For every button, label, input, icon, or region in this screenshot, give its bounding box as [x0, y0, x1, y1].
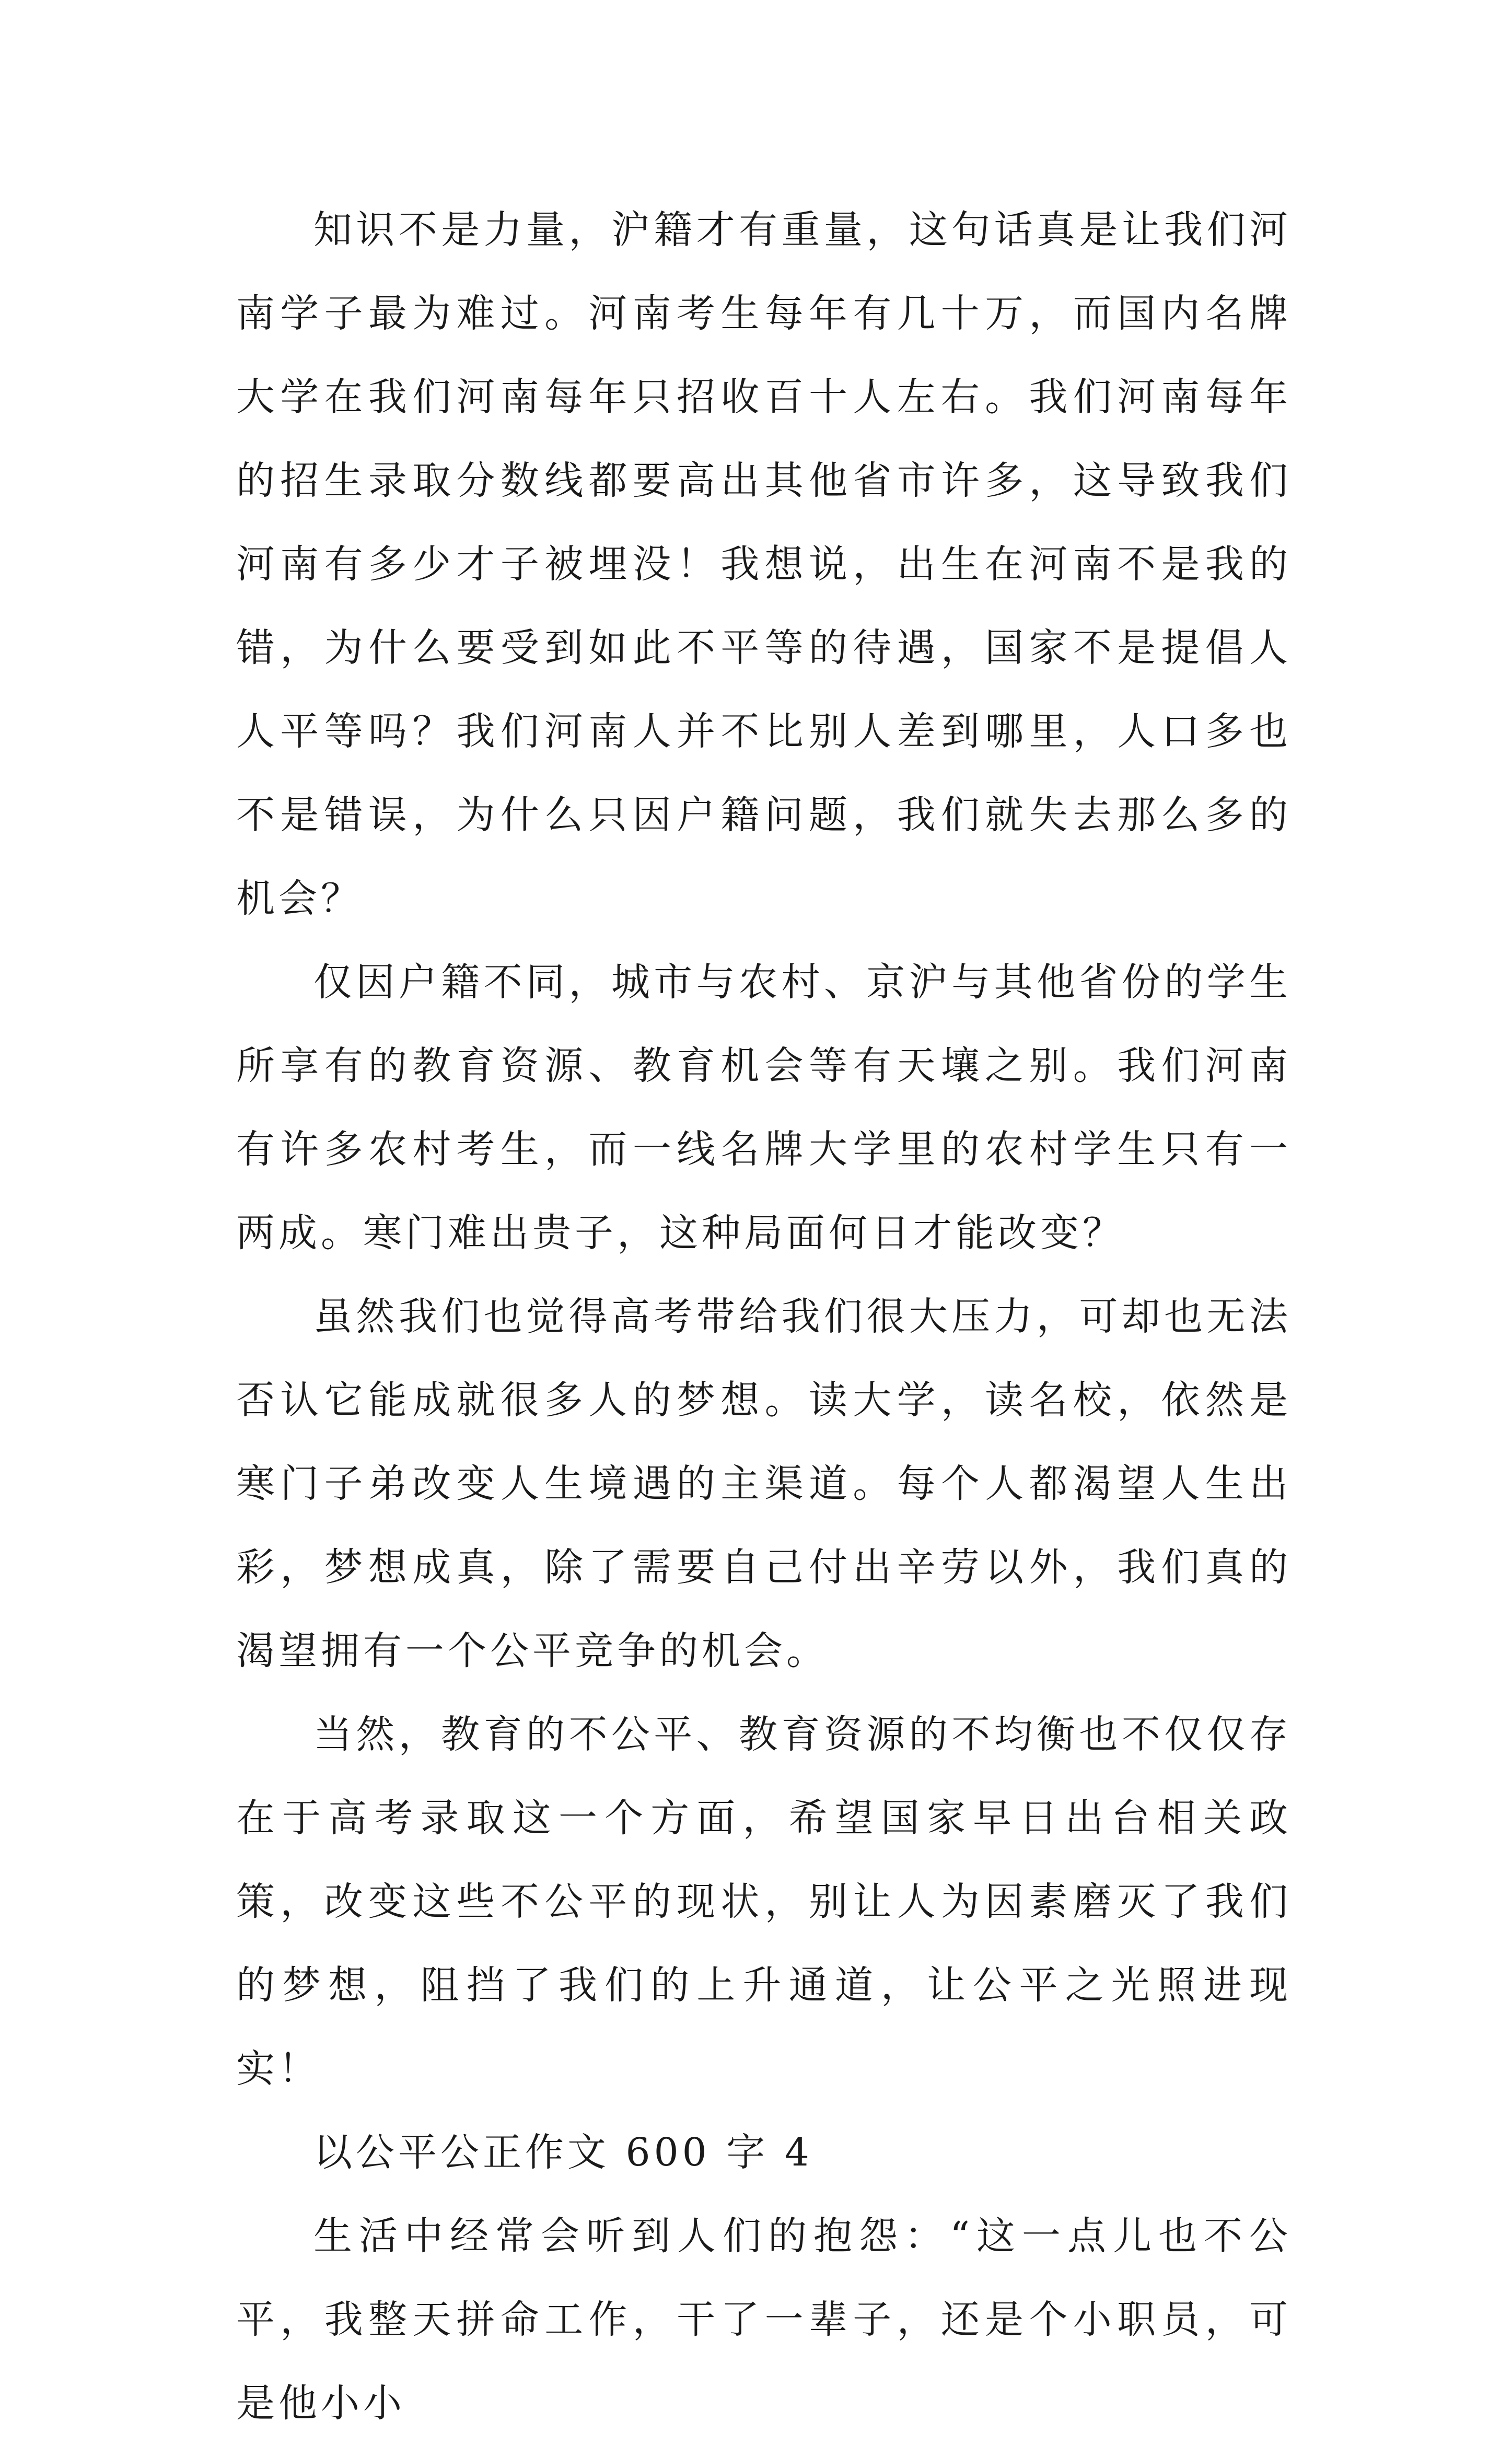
paragraph-2: 仅因户籍不同，城市与农村、京沪与其他省份的学生所享有的教育资源、教育机会等有天壤之别。我们河南有许多农村考生，而一线名牌大学里的农村学生只有一两成。寒门难出贵子，这种局面何日才能改变？: [236, 960, 1292, 1255]
section-heading: 以公平公正作文 600 字 4: [313, 2130, 813, 2175]
document-body: [236, 188, 1292, 2445]
paragraph-5: 生活中经常会听到人们的抱怨：“这一点儿也不公平，我整天拼命工作，干了一辈子，还是个小职员，可是他小小: [236, 2214, 1292, 2426]
paragraph-4: 当然，教育的不公平、教育资源的不均衡也不仅仅存在于高考录取这一个方面，希望国家早日出台相关政策，改变这些不公平的现状，别让人为因素磨灭了我们的梦想，阻挡了我们的上升通道，让公平之光照进现实！: [236, 1712, 1292, 2091]
paragraph-1: 知识不是力量，沪籍才有重量，这句话真是让我们河南学子最为难过。河南考生每年有几十万，而国内名牌大学在我们河南每年只招收百十人左右。我们河南每年的招生录取分数线都要高出其他省市许多，这导致我们河南有多少才子被埋没！我想说，出生在河南不是我的错，为什么要受到如此不平等的待遇，国家不是提倡人人平等吗？我们河南人并不比别人差到哪里，人口多也不是错误，为什么只因户籍问题，我们就失去那么多的机会？: [236, 207, 1292, 921]
paragraph-3: 虽然我们也觉得高考带给我们很大压力，可却也无法否认它能成就很多人的梦想。读大学，读名校，依然是寒门子弟改变人生境遇的主渠道。每个人都渴望人生出彩，梦想成真，除了需要自己付出辛劳以外，我们真的渴望拥有一个公平竞争的机会。: [236, 1294, 1292, 1673]
